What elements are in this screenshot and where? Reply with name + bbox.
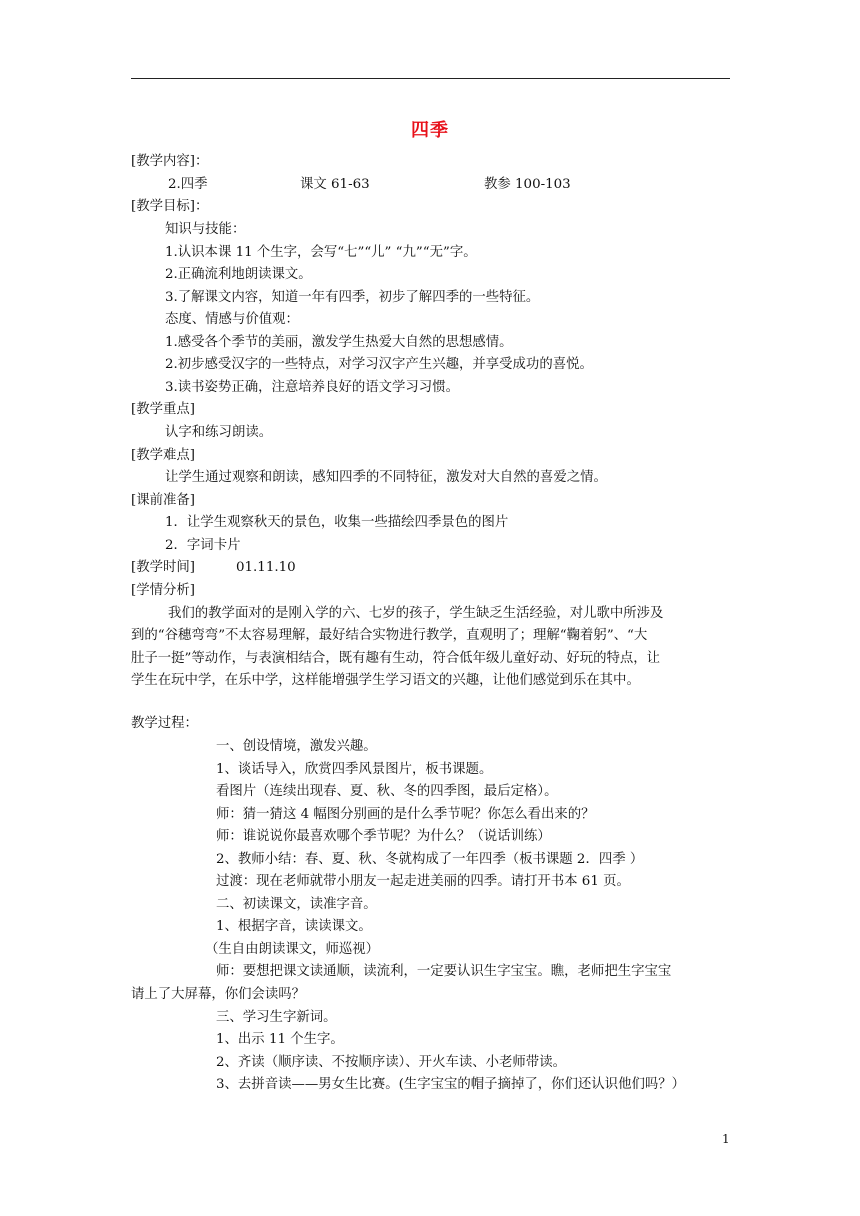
lesson-number: 2.四季 [168, 177, 208, 192]
section-teaching-goals: [教学目标]： [131, 199, 209, 214]
process-step: 师：谁说说你最喜欢哪个季节呢？为什么？（说话训练） [216, 829, 551, 844]
page-number: 1 [722, 1132, 730, 1146]
process-step: （生自由朗读课文，师巡视） [205, 942, 380, 957]
goal-item: 3.了解课文内容，知道一年有四季，初步了解四季的一些特征。 [165, 290, 540, 305]
goal-item: 2.正确流利地朗读课文。 [165, 267, 312, 282]
preparation-item: 2．字词卡片 [165, 538, 241, 553]
process-step: 1、谈话导入，欣赏四季风景图片，板书课题。 [216, 762, 493, 777]
teaching-date: 01.11.10 [236, 560, 296, 575]
process-step: 2、齐读（顺序读、不按顺序读）、开火车读、小老师带读。 [216, 1055, 566, 1070]
goal-subheading: 态度、情感与价值观： [165, 312, 299, 327]
key-points-text: 认字和练习朗读。 [165, 425, 273, 440]
process-step: 师：要想把课文读通顺，读流利，一定要认识生字宝宝。瞧，老师把生字宝宝 [216, 964, 672, 979]
section-key-points: [教学重点] [131, 402, 196, 417]
process-step: 过渡：现在老师就带小朋友一起走进美丽的四季。请打开书本 61 页。 [216, 874, 630, 889]
section-teaching-content: [教学内容]： [131, 154, 209, 169]
process-step: 2、教师小结：春、夏、秋、冬就构成了一年四季（板书课题 2．四季 ） [216, 852, 644, 867]
process-step: 一、创设情境，激发兴趣。 [216, 739, 377, 754]
goal-item: 2.初步感受汉字的一些特点，对学习汉字产生兴趣，并享受成功的喜悦。 [165, 357, 593, 372]
reference-pages: 教参 100-103 [484, 177, 571, 192]
goal-subheading: 知识与技能： [165, 222, 246, 237]
process-step: 1、根据字音，读读课文。 [216, 919, 372, 934]
text-pages: 课文 61-63 [300, 177, 370, 192]
process-step: 师：猜一猜这 4 幅图分别画的是什么季节呢？你怎么看出来的？ [216, 807, 595, 822]
section-teaching-process: 教学过程： [131, 716, 198, 731]
goal-item: 1.感受各个季节的美丽，激发学生热爱大自然的思想感情。 [165, 335, 513, 350]
difficulties-text: 让学生通过观察和朗读，感知四季的不同特征，激发对大自然的喜爱之情。 [165, 470, 607, 485]
process-step: 看图片（连续出现春、夏、秋、冬的四季图，最后定格）。 [216, 784, 558, 799]
header-rule [131, 78, 730, 79]
process-step: 三、学习生字新词。 [216, 1010, 337, 1025]
section-learner-analysis: [学情分析] [131, 583, 196, 598]
analysis-paragraph-line: 我们的教学面对的是刚入学的六、七岁的孩子，学生缺乏生活经验，对儿歌中所涉及 [168, 606, 664, 621]
process-step: 3、去拼音读——男女生比赛。(生字宝宝的帽子摘掉了，你们还认识他们吗？） [216, 1077, 686, 1092]
preparation-item: 1．让学生观察秋天的景色，收集一些描绘四季景色的图片 [165, 515, 509, 530]
process-step: 1、出示 11 个生字。 [216, 1032, 344, 1047]
process-step: 请上了大屏幕，你们会读吗？ [131, 987, 306, 1002]
process-step: 二、初读课文，读准字音。 [216, 897, 377, 912]
goal-item: 3.读书姿势正确，注意培养良好的语文学习习惯。 [165, 380, 459, 395]
lesson-title: 四季 [411, 120, 449, 141]
analysis-paragraph-line: 肚子一挺”等动作，与表演相结合，既有趣有生动，符合低年级儿童好动、好玩的特点，让 [131, 651, 661, 666]
goal-item: 1.认识本课 11 个生字，会写“七”“儿” “九”“无”字。 [165, 245, 477, 260]
section-teaching-time: [教学时间] [131, 560, 196, 575]
section-preparation: [课前准备] [131, 493, 196, 508]
analysis-paragraph-line: 到的“谷穗弯弯”不太容易理解，最好结合实物进行教学，直观明了；理解“鞠着躬”、“大 [131, 628, 648, 643]
analysis-paragraph-line: 学生在玩中学，在乐中学，这样能增强学生学习语文的兴趣，让他们感觉到乐在其中。 [131, 673, 640, 688]
section-difficulties: [教学难点] [131, 448, 196, 463]
